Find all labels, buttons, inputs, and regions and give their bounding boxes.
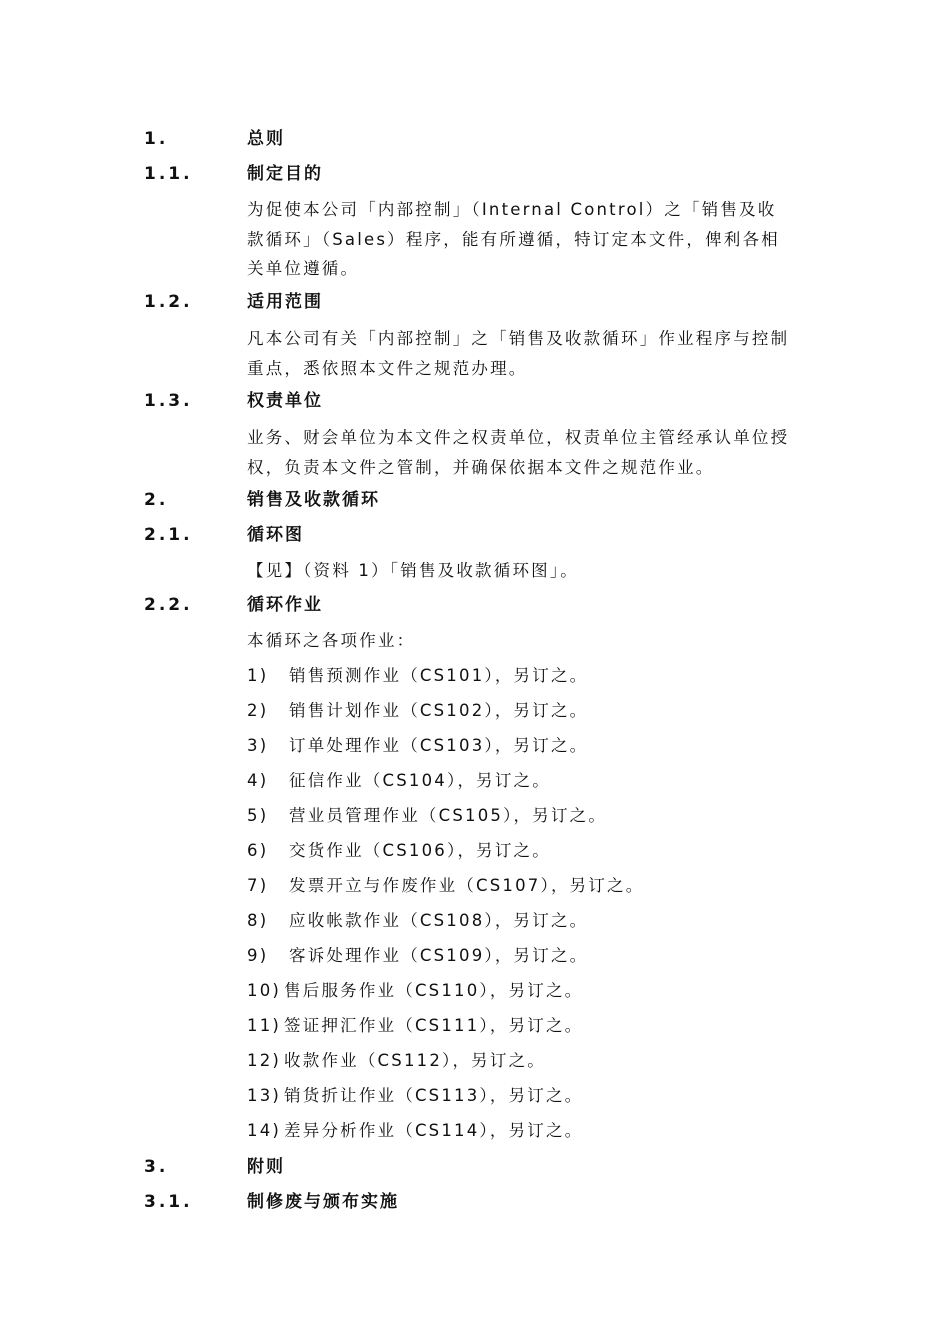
paragraph-line: 权，负责本文件之管制，并确保依据本文件之规范作业。 — [247, 457, 715, 477]
list-item — [247, 1046, 807, 1076]
purpose-paragraph — [247, 195, 807, 284]
list-item-text: 差异分析作业（CS114），另订之。 — [284, 1121, 584, 1140]
list-item-text: 客诉处理作业（CS109），另订之。 — [289, 946, 589, 965]
paragraph-line: 关单位遵循。 — [247, 259, 360, 278]
section-title: 循环图 — [247, 525, 304, 545]
list-item-text: 销售预测作业（CS101），另订之。 — [289, 666, 589, 685]
list-item — [247, 976, 807, 1006]
list-item-text: 营业员管理作业（CS105），另订之。 — [289, 806, 608, 825]
section-heading-2-1 — [0, 520, 950, 550]
list-item-text: 收款作业（CS112），另订之。 — [284, 1051, 546, 1070]
section-title: 制修废与颁布实施 — [247, 1192, 399, 1212]
list-item — [247, 1011, 807, 1041]
paragraph-line: 重点，悉依照本文件之规范办理。 — [247, 358, 528, 378]
section-title: 销售及收款循环 — [247, 490, 380, 510]
section-number: 1. — [144, 129, 169, 149]
list-item-text: 应收帐款作业（CS108），另订之。 — [289, 911, 589, 930]
section-number: 1.3. — [144, 391, 193, 411]
list-item — [247, 696, 807, 726]
section-number: 1.2. — [144, 292, 193, 312]
list-item-text: 交货作业（CS106），另订之。 — [289, 841, 551, 860]
list-item — [247, 941, 807, 971]
list-item — [247, 836, 807, 866]
section-number: 1.1. — [144, 164, 193, 184]
section-title: 制定目的 — [247, 164, 323, 184]
list-item-number: 4) — [247, 771, 269, 790]
list-item — [247, 1116, 807, 1146]
list-item — [247, 766, 807, 796]
section-title: 总则 — [247, 129, 285, 149]
section-heading-1 — [0, 124, 950, 154]
list-item-text: 征信作业（CS104），另订之。 — [289, 771, 551, 790]
list-item-number: 2) — [247, 701, 269, 720]
list-item-number: 10) — [247, 981, 282, 1000]
section-number: 2. — [144, 490, 169, 510]
list-item-text: 销货折让作业（CS113），另订之。 — [284, 1086, 584, 1105]
list-item-number: 13) — [247, 1086, 282, 1105]
list-item-number: 8) — [247, 911, 269, 930]
section-number: 3. — [144, 1157, 169, 1177]
list-item-number: 11) — [247, 1016, 282, 1035]
list-item — [247, 661, 807, 691]
list-item-number: 1) — [247, 666, 269, 685]
scope-paragraph — [247, 324, 807, 383]
list-item — [247, 1081, 807, 1111]
section-title: 适用范围 — [247, 292, 323, 312]
list-item-number: 9) — [247, 946, 269, 965]
section-number: 2.1. — [144, 525, 193, 545]
operations-intro: 本循环之各项作业： — [247, 631, 416, 650]
list-item — [247, 731, 807, 761]
section-title: 权责单位 — [247, 391, 323, 411]
section-heading-2 — [0, 485, 950, 515]
list-item-number: 5) — [247, 806, 269, 825]
paragraph-line: 凡本公司有关「内部控制」之「销售及收款循环」作业程序与控制 — [247, 329, 790, 348]
list-item-number: 6) — [247, 841, 269, 860]
section-title: 循环作业 — [247, 595, 323, 615]
list-item — [247, 906, 807, 936]
list-item-text: 订单处理作业（CS103），另订之。 — [289, 736, 589, 755]
paragraph-line: 为促使本公司「内部控制」（Internal Control）之「销售及收 — [247, 200, 777, 219]
list-item-text: 发票开立与作废作业（CS107），另订之。 — [289, 876, 645, 895]
list-item-number: 3) — [247, 736, 269, 755]
list-item-text: 签证押汇作业（CS111），另订之。 — [284, 1016, 584, 1035]
section-heading-1-2 — [0, 287, 950, 317]
section-heading-3-1 — [0, 1187, 950, 1217]
list-item-text: 销售计划作业（CS102），另订之。 — [289, 701, 589, 720]
section-number: 2.2. — [144, 595, 193, 615]
paragraph-line: 业务、财会单位为本文件之权责单位，权责单位主管经承认单位授 — [247, 428, 790, 447]
list-item — [247, 871, 807, 901]
section-number: 3.1. — [144, 1192, 193, 1212]
chart-reference: 【见】（资料 1）「销售及收款循环图」。 — [247, 561, 579, 580]
list-item-number: 7) — [247, 876, 269, 895]
section-title: 附则 — [247, 1157, 285, 1177]
section-heading-1-3 — [0, 386, 950, 416]
list-item-text: 售后服务作业（CS110），另订之。 — [284, 981, 584, 1000]
responsibility-paragraph — [247, 423, 807, 482]
section-heading-1-1 — [0, 159, 950, 189]
list-item — [247, 801, 807, 831]
section-heading-3 — [0, 1152, 950, 1182]
section-heading-2-2 — [0, 590, 950, 620]
list-item-number: 12) — [247, 1051, 282, 1070]
list-item-number: 14) — [247, 1121, 282, 1140]
paragraph-line: 款循环」（Sales）程序，能有所遵循，特订定本文件，俾利各相 — [247, 229, 780, 249]
